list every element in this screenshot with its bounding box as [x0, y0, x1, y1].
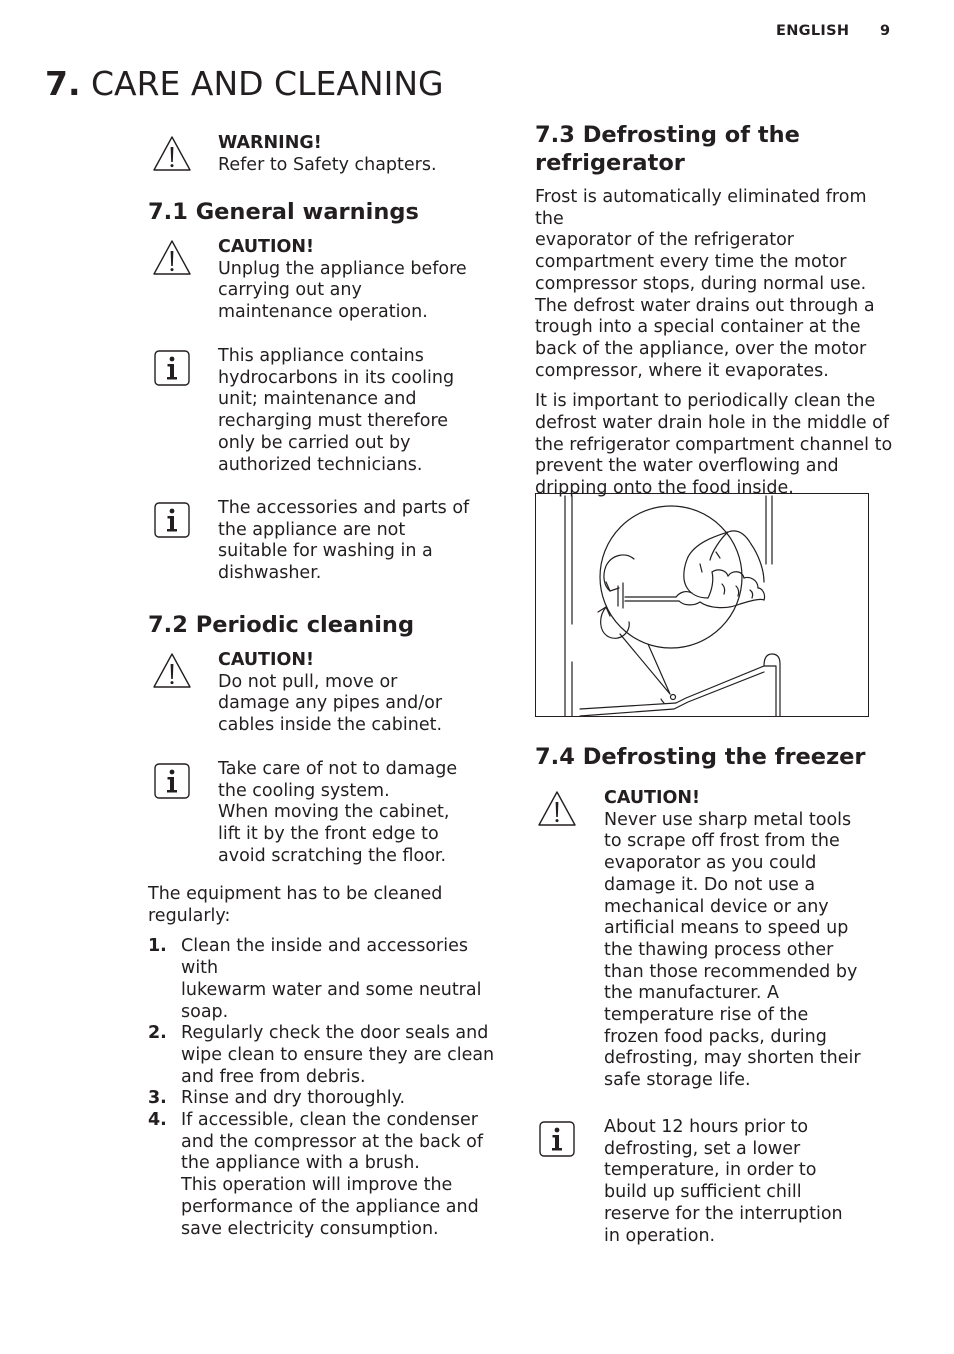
page-number: 9: [880, 23, 891, 39]
list-item: [148, 1023, 508, 1088]
chapter-title: CARE AND CLEANING: [91, 64, 444, 103]
info-notice: [148, 759, 508, 884]
text-line: compressor, where it evaporates.: [535, 360, 829, 381]
caution-text: [218, 237, 467, 324]
text-line: Clean the inside and accessories with: [181, 936, 468, 979]
text-line: defrosting, may shorten their: [604, 1048, 861, 1069]
warning-icon: [152, 134, 192, 174]
info-icon: [152, 761, 192, 801]
text-line: build up sufficient chill: [604, 1182, 802, 1203]
text-line: The equipment has to be cleaned: [148, 884, 443, 904]
caution-label: CAUTION!: [218, 650, 315, 670]
text-line: compartment every time the motor: [535, 252, 847, 273]
intro-warning-notice: [148, 132, 508, 190]
text-line: regularly:: [148, 905, 231, 926]
text-line: Take care of not to damage: [218, 759, 458, 779]
text-line: Frost is automatically eliminated from the: [535, 187, 867, 229]
text-line: reserve for the interruption: [604, 1203, 843, 1224]
text-line: the manufacturer. A: [604, 983, 779, 1004]
info-icon: [152, 348, 192, 388]
caution-label: CAUTION!: [604, 788, 701, 808]
section-number: 7.2: [148, 612, 188, 638]
info-text: [218, 759, 457, 868]
text-line: soap.: [181, 1001, 229, 1022]
text-line: damage it. Do not use a: [604, 874, 816, 895]
chapter-heading: [45, 62, 444, 106]
text-line: dripping onto the food inside.: [535, 478, 794, 499]
text-line: the appliance with a brush.: [181, 1153, 420, 1174]
text-line: prevent the water overflowing and: [535, 456, 839, 477]
text-line: than those recommended by: [604, 961, 858, 982]
caution-notice: [148, 236, 508, 346]
text-line: lift it by the front edge to: [218, 824, 439, 845]
chapter-number: 7.: [45, 64, 81, 103]
text-line: only be carried out by: [218, 432, 411, 453]
intro-warning-text: [218, 133, 437, 176]
text-line: the thawing process other: [604, 939, 834, 960]
section-title: General warnings: [195, 199, 419, 225]
info-text: [218, 498, 469, 585]
text-line: authorized technicians.: [218, 454, 423, 475]
text-line: evaporator as you could: [604, 853, 817, 874]
text-line: defrosting, set a lower: [604, 1138, 801, 1159]
text-line: Refer to Safety chapters.: [218, 154, 437, 175]
text-line: hydrocarbons in its cooling: [218, 367, 455, 388]
text-line: unit; maintenance and: [218, 389, 417, 410]
section-heading-7-3: [535, 121, 900, 177]
caution-label: CAUTION!: [218, 237, 315, 257]
text-line: temperature, in order to: [604, 1160, 817, 1181]
list-item: [148, 1110, 508, 1240]
section-7-4: [535, 743, 900, 1257]
text-line: save electricity consumption.: [181, 1218, 439, 1239]
text-line: wipe clean to ensure they are clean: [181, 1044, 495, 1065]
step-number: 2.: [148, 1023, 167, 1044]
caution-notice: [535, 787, 900, 1117]
text-line: damage any pipes and/or: [218, 693, 443, 714]
section-heading-7-2: [148, 611, 508, 639]
text-line: mechanical device or any: [604, 896, 829, 917]
text-line: back of the appliance, over the motor: [535, 338, 867, 359]
header-language: ENGLISH: [776, 23, 850, 39]
info-icon: [152, 500, 192, 540]
info-notice: [535, 1117, 900, 1257]
text-line: cables inside the cabinet.: [218, 715, 443, 736]
text-line: to scrape off frost from the: [604, 831, 840, 852]
list-item: [148, 936, 508, 1023]
text-line: compressor stops, during normal use.: [535, 273, 867, 294]
text-line: When moving the cabinet,: [218, 802, 450, 823]
caution-icon: [537, 789, 577, 829]
caution-icon: [152, 238, 192, 278]
text-line: the refrigerator compartment channel to: [535, 434, 893, 455]
defrost-paragraph: [535, 187, 900, 382]
cleaning-steps-list: [148, 936, 508, 1240]
text-line: About 12 hours prior to: [604, 1117, 809, 1137]
caution-notice: [148, 649, 508, 759]
section-heading-7-4: [535, 743, 900, 771]
text-line: dishwasher.: [218, 563, 322, 584]
text-line: and free from debris.: [181, 1066, 366, 1087]
list-item: [148, 1088, 508, 1110]
text-line: safe storage life.: [604, 1070, 751, 1091]
text-line: frozen food packs, during: [604, 1026, 827, 1047]
drain-paragraph: [535, 391, 900, 500]
warning-label: WARNING!: [218, 133, 322, 153]
caution-icon: [152, 651, 192, 691]
section-number: 7.1: [148, 199, 188, 225]
text-line: This appliance contains: [218, 346, 424, 366]
info-text: [218, 346, 454, 476]
text-line: artificial means to speed up: [604, 918, 849, 939]
section-title: refrigerator: [535, 150, 685, 176]
section-title: Periodic cleaning: [195, 612, 415, 638]
text-line: It is important to periodically clean the: [535, 391, 876, 412]
text-line: Do not pull, move or: [218, 671, 398, 692]
text-line: carrying out any: [218, 280, 362, 301]
text-line: performance of the appliance and: [181, 1196, 479, 1217]
section-title: Defrosting of the: [582, 122, 800, 148]
caution-text: [218, 650, 442, 737]
text-line: suitable for washing in a: [218, 541, 433, 562]
text-line: and the compressor at the back of: [181, 1131, 483, 1152]
text-line: lukewarm water and some neutral: [181, 979, 482, 1000]
text-line: Never use sharp metal tools: [604, 809, 852, 830]
drain-hole-illustration: [535, 493, 869, 717]
text-line: The defrost water drains out through a: [535, 295, 875, 316]
left-column: [148, 132, 508, 1240]
step-number: 3.: [148, 1088, 167, 1109]
text-line: Regularly check the door seals and: [181, 1023, 489, 1044]
info-icon: [537, 1119, 577, 1159]
text-line: Rinse and dry thoroughly.: [181, 1088, 406, 1109]
text-line: avoid scratching the floor.: [218, 845, 447, 866]
text-line: maintenance operation.: [218, 302, 428, 323]
drain-cleaning-drawing: [536, 494, 868, 716]
text-line: If accessible, clean the condenser: [181, 1110, 478, 1131]
text-line: trough into a special container at the: [535, 317, 861, 338]
cleaning-intro: [148, 884, 508, 927]
section-number: 7.3: [535, 122, 575, 148]
info-notice: [148, 498, 508, 608]
text-line: evaporator of the refrigerator: [535, 230, 794, 251]
text-line: defrost water drain hole in the middle of: [535, 413, 890, 434]
text-line: the cooling system.: [218, 780, 390, 801]
text-line: recharging must therefore: [218, 411, 449, 432]
step-number: 4.: [148, 1110, 167, 1131]
section-heading-7-1: [148, 198, 508, 226]
info-notice: [148, 346, 508, 498]
text-line: the appliance are not: [218, 519, 406, 540]
section-number: 7.4: [535, 744, 575, 770]
text-line: Unplug the appliance before: [218, 258, 467, 279]
text-line: The accessories and parts of: [218, 498, 470, 518]
right-column: [535, 121, 900, 500]
info-text: [604, 1117, 843, 1247]
section-title: Defrosting the freezer: [582, 744, 866, 770]
text-line: temperature rise of the: [604, 1005, 809, 1026]
caution-text: [604, 788, 861, 1092]
text-line: This operation will improve the: [181, 1175, 453, 1196]
text-line: in operation.: [604, 1225, 716, 1246]
step-number: 1.: [148, 936, 167, 957]
